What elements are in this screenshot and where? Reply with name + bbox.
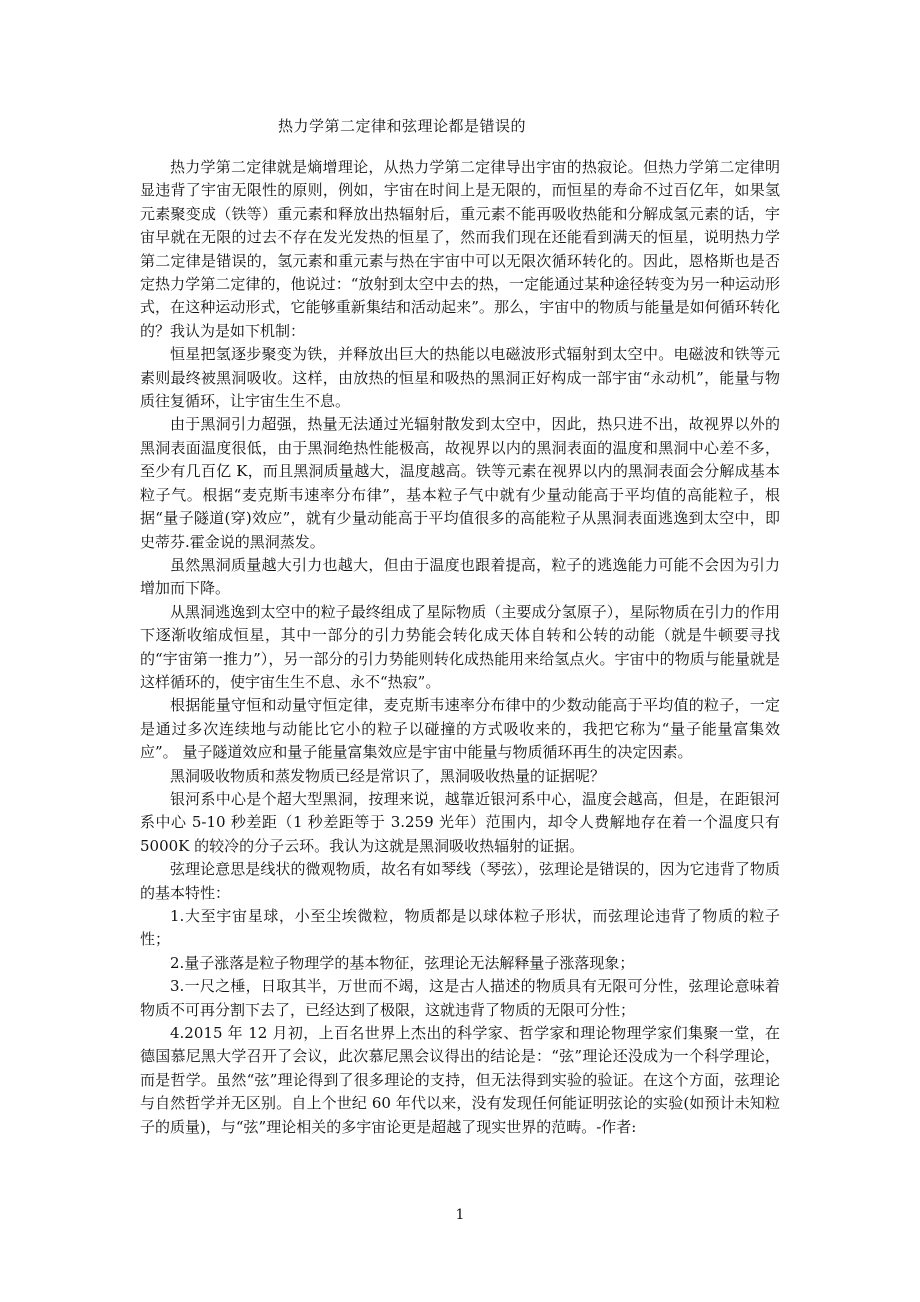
paragraph: 根据能量守恒和动量守恒定律，麦克斯韦速率分布律中的少数动能高于平均值的粒子，一定是通过多次连续地与动能比它小的粒子以碰撞的方式吸收来的，我把它称为“量子能量富集效应”。 量子隧道效应和量子能量富集效应是宇宙中能量与物质循环再生的决定因素。 [140, 696, 780, 762]
paragraph: 黑洞吸收物质和蒸发物质已经是常识了，黑洞吸收热量的证据呢？ [170, 766, 606, 785]
paragraph: 由于黑洞引力超强，热量无法通过光辐射散发到太空中，因此，热只进不出，故视界以外的黑洞表面温度很低，由于黑洞绝热性能极高，故视界以内的黑洞表面的温度和黑洞中心差不多，至少有几百亿 K，而且黑洞质量越大，温度越高。铁等元素在视界以内的黑洞表面会分解成基本粒子气。根据“麦克斯韦速率分布律”，基本粒子气中就有少量动能高于平均值的高能粒子，根据“量子隧道(穿)效应”，就有少量动能高于平均值很多的高能粒子从黑洞表面逃逸到太空中，即史蒂芬.霍金说的黑洞蒸发。 [140, 415, 780, 551]
paragraph: 虽然黑洞质量越大引力也越大，但由于温度也跟着提高，粒子的逃逸能力可能不会因为引力增加而下降。 [140, 555, 780, 598]
document-title: 热力学第二定律和弦理论都是错误的 [278, 117, 527, 135]
document-body [140, 156, 780, 1139]
list-item: 3.一尺之棰，日取其半，万世而不竭，这是古人描述的物质具有无限可分性，弦理论意味着物质不可再分割下去了，已经达到了极限，这就违背了物质的无限可分性； [140, 977, 780, 1019]
paragraph: 弦理论意思是线状的微观物质，故名有如琴线（琴弦），弦理论是错误的，因为它违背了物质的基本特性： [140, 860, 780, 902]
list-item: 4.2015 年 12 月初，上百名世界上杰出的科学家、哲学家和理论物理学家们集聚一堂，在德国慕尼黑大学召开了会议，此次慕尼黑会议得出的结论是：“弦”理论还没成为一个科学理论，而是哲学。虽然“弦”理论得到了很多理论的支持，但无法得到实验的验证。在这个方面，弦理论与自然哲学并无区别。自上个世纪 60 年代以来，没有发现任何能证明弦论的实验(如预计未知粒子的质量)，与“弦”理论相关的多宇宙论更是超越了现实世界的范畴。-作者: [140, 1024, 780, 1136]
paragraph: 银河系中心是个超大型黑洞，按理来说，越靠近银河系中心，温度会越高，但是，在距银河系中心 5-10 秒差距（1 秒差距等于 3.259 光年）范围内，却令人费解地存在着一个温度只有 5000K 的较冷的分子云环。我认为这就是黑洞吸收热辐射的证据。 [140, 789, 780, 855]
list-item: 2.量子涨落是粒子物理学的基本物征，弦理论无法解释量子涨落现象； [170, 953, 635, 972]
paragraph: 恒星把氢逐步聚变为铁，并释放出巨大的热能以电磁波形式辐射到太空中。电磁波和铁等元素则最终被黑洞吸收。这样，由放热的恒星和吸热的黑洞正好构成一部宇宙“永动机”，能量与物质往复循环，让宇宙生生不息。 [140, 345, 780, 411]
paragraph: 从黑洞逃逸到太空中的粒子最终组成了星际物质（主要成分氢原子），星际物质在引力的作用下逐渐收缩成恒星，其中一部分的引力势能会转化成天体自转和公转的动能（就是牛顿要寻找的“宇宙第一推力”），另一部分的引力势能则转化成热能用来给氢点火。宇宙中的物质与能量就是这样循环的，使宇宙生生不息、永不“热寂”。 [140, 602, 780, 691]
page-number: 1 [455, 1207, 465, 1223]
list-item: 1.大至宇宙星球，小至尘埃微粒，物质都是以球体粒子形状，而弦理论违背了物质的粒子性； [140, 907, 780, 949]
paragraph: 热力学第二定律就是熵增理论，从热力学第二定律导出宇宙的热寂论。但热力学第二定律明显违背了宇宙无限性的原则，例如，宇宙在时间上是无限的，而恒星的寿命不过百亿年，如果氢元素聚变成（铁等）重元素和释放出热辐射后，重元素不能再吸收热能和分解成氢元素的话，宇宙早就在无限的过去不存在发光发热的恒星了，然而我们现在还能看到满天的恒星，说明热力学第二定律是错误的，氢元素和重元素与热在宇宙中可以无限次循环转化的。因此，恩格斯也是否定热力学第二定律的，他说过：“放射到太空中去的热，一定能通过某种途径转变为另一种运动形式，在这种运动形式，它能够重新集结和活动起来”。那么，宇宙中的物质与能量是如何循环转化的？我认为是如下机制： [140, 158, 780, 340]
